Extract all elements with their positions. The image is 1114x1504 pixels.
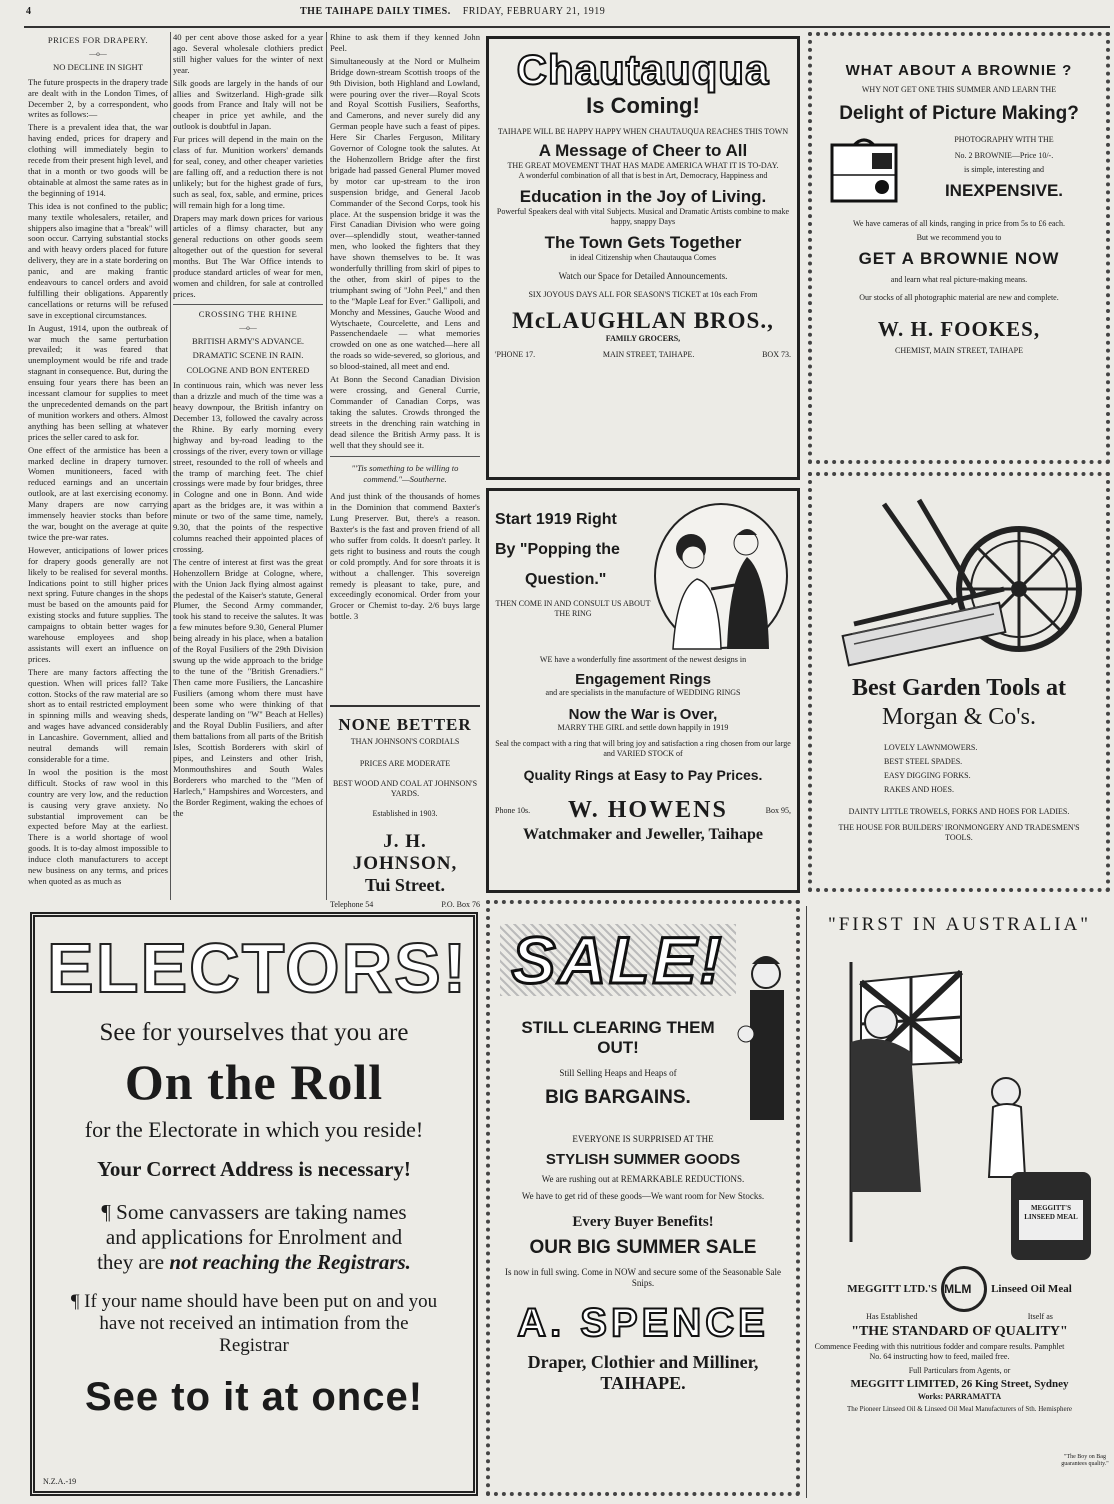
ad-code: N.Z.A.-19 — [43, 1477, 77, 1486]
couple-illustration-icon — [651, 501, 791, 651]
ad-phone: Phone 10s. — [495, 805, 531, 815]
ad-text: ¶ If your name should have been put on and you have not received an intimation from the Registrar — [70, 1291, 438, 1356]
paragraph: One effect of the armistice has been a marked decline in drapery turnover. Women munitioneers, faced with reduced earnings and an uncertain outlook, are at last exercising economy. Many drapers are now carrying immensely heavier stocks than before the war, bought on the average at quite twice the pre-war rates. — [28, 444, 168, 542]
ad-address: MEGGITT LIMITED, 26 King Street, Sydney — [850, 1378, 1069, 1390]
list-item: EASY DIGGING FORKS. — [884, 771, 971, 780]
ad-heading: BIG BARGAINS. — [545, 1087, 691, 1108]
paragraph: 40 per cent above those asked for a year ago. Several wholesale clothiers predict still higher values for the winter of next year. — [173, 32, 323, 75]
ad-text: Our stocks of all photographic material are new and complete. — [859, 293, 1059, 302]
ad-box: BOX 73. — [762, 350, 791, 359]
ad-text: DAINTY LITTLE TROWELS, FORKS AND HOES FOR LADIES. — [848, 807, 1070, 816]
ad-heading: Now the War is Over, — [568, 706, 718, 723]
ad-johnson-cordials — [330, 705, 480, 909]
masthead-rule — [24, 26, 1110, 28]
paragraph: In August, 1914, upon the outbreak of war much the same perturbation prevailed; it was feared that unemployment would be rife and trade stagnant in consequence. But, during the ensuing four years there has been an incessant clamour for supplies to meet the unprecedented demands on the part of munition workers and others. Almost anything has been selling at whatever prices the seller cared to ask for. — [28, 322, 168, 442]
list-item: RAKES AND HOES. — [884, 785, 955, 794]
ad-heading: Education in the Joy of Living. — [519, 187, 767, 206]
ad-heading: On the Roll — [124, 1054, 384, 1110]
ad-text: No. 2 BROWNIE—Price 10/-. — [954, 151, 1054, 160]
ad-text: WE have a wonderfully fine assortment of the newest designs in — [539, 655, 747, 664]
ad-text: EVERYONE IS SURPRISED AT THE — [572, 1134, 714, 1144]
ad-heading: STILL CLEARING THEM OUT! — [521, 1018, 715, 1057]
ad-text: The Pioneer Linseed Oil & Linseed Oil Meal Manufacturers of Sth. Hemisphere — [846, 1405, 1073, 1413]
ad-text: PRICES ARE MODERATE — [359, 759, 451, 768]
article-subhead: COLOGNE AND BON ENTERED — [186, 365, 310, 376]
ad-heading: OUR BIG SUMMER SALE — [529, 1237, 757, 1258]
ad-spence-sale — [486, 900, 800, 1496]
ad-text: Works: PARRAMATTA — [917, 1392, 1002, 1401]
ad-firm-name: W. H. FOOKES, — [877, 317, 1041, 341]
list-item: LOVELY LAWNMOWERS. — [884, 743, 978, 752]
ad-text: Full Particulars from Agents, or — [908, 1366, 1011, 1375]
paper-title: THE TAIHAPE DAILY TIMES. — [300, 6, 451, 17]
ad-text: Established in 1903. — [372, 809, 438, 818]
ad-emphasis: not reaching the Registrars. — [169, 1250, 411, 1274]
ad-heading: Engagement Rings — [575, 671, 711, 688]
ad-text: TAIHAPE WILL BE HAPPY HAPPY WHEN CHAUTAUQUA REACHES THIS TOWN — [497, 127, 789, 136]
ad-text: THAN JOHNSON'S CORDIALS — [350, 737, 460, 746]
paragraph: Rhine to ask them if they kenned John Peel. — [330, 32, 480, 53]
ad-electors — [30, 912, 478, 1496]
ad-subheadline: Is Coming! — [586, 93, 700, 118]
ad-text: Your Correct Address is necessary! — [97, 1157, 411, 1181]
ad-firm-name: J. H. JOHNSON, — [352, 831, 458, 874]
ad-text: MARRY THE GIRL and settle down happily in 1919 — [557, 723, 729, 732]
article-subhead: DRAMATIC SCENE IN RAIN. — [192, 350, 304, 361]
ad-box: Box 95, — [765, 805, 791, 815]
ad-phone: Telephone 54 — [330, 900, 374, 909]
ad-text: in ideal Citizenship when Chautauqua Comes — [570, 253, 716, 262]
ad-text: THE GREAT MOVEMENT THAT HAS MADE AMERICA WHAT IT IS TO-DAY. — [507, 161, 779, 170]
ad-headline: Morgan & Co's. — [882, 704, 1036, 730]
ad-side-note: "The Boy on Bag guarantees quality." — [1061, 1454, 1109, 1467]
ad-text: and are specialists in the manufacture of WEDDING RINGS — [545, 688, 741, 697]
ad-text: We are rushing out at REMARKABLE REDUCTIONS. — [541, 1174, 745, 1184]
article-subhead: BRITISH ARMY'S ADVANCE. — [192, 335, 304, 346]
ad-text: for the Electorate in which you reside! — [84, 1117, 424, 1142]
article-crossing-the-rhine: 40 per cent above those asked for a year ago. Several wholesale clothiers predict still higher values for the winter of next year. Silk goods are largely in the hands of our allies and Switzerland. High-grade silk goods from France and Italy will not be cheaper in price yet awhile, and the outlook is doubtful in Japan. Fur prices will depend in the main on the class of fur. Munition workers' demands for seal, coney, and other cheaper varieties are falling off, and a reduction there is not unlikely; but for the highest grade of furs, such as seal, fox, sable, and ermine, prices will remain high for a long time. Drapers may mark down prices for various articles of a flimsy character, but any general reductions on other goods seem altogether out of the question for several months. But The War Office intends to produce standard articles of wear for men, women and children, for sale at controlled prices. CROSSING THE RHINE —o— BRITISH ARMY'S ADVANCE. DRAMATIC SCENE IN RAIN. COLOGNE AND BON ENTERED In continuous rain, which was never less than a drizzle and much of the time was a heavy downpour, the British infantry on December 13, followed the cavalry across the Rhine. By early morning every highway and by-road leading to the crossings of the river, every town or village street, resounded to the roll of wheels and the tramp of marching feet. The chief crossings were made by four bridges, three in Cologne and one in Bonn. And wide apart as the bridges are, it was within a minute or two of the same time, namely, 9.30, that the points of the respective columns reached their appointed places of crossing. The centre of interest at first was the great Hohenzollern Bridge at Cologne, where, with the Union Jack flying almost against the pedestal of the Kaiser's statute, General Plumer, the Second Army commander, took his stand to receive the salutes. It was a few minutes before 9.30, General Plumer being already in his place, when a batalion of the Royal Fusiliers of the 29th Division swung up the wide approach to the bridge to the tune of the "British Grenadiers." Then came more Fusiliers, the Lancashire Fusiliers (among whom there must have been some who were thinking of that desperate landing on "W" Beach at Helles) and the Royal Dublin Fusiliers, and after them battalions from all parts of the British Isles, Scottish Borderers with skirl of pipes, and Leinsters and other Irish, Monmouthshires and South Wales Borderers who marched to the "Men of Harlech," Hampshires and Worcesters, and the Border Regiment, waking the echoes of the — [173, 32, 323, 818]
ad-headline: By "Popping the — [495, 541, 620, 558]
ad-text: Still Selling Heaps and Heaps of — [559, 1068, 677, 1078]
article-prices-for-drapery: PRICES FOR DRAPERY. —o— NO DECLINE IN SIGHT The future prospects in the drapery trade are dealt with in the London Times, of December 2, by a correspondent, who writes as follows:— There is a prevalent idea that, the war having ended, prices for drapery and clothing will immediately begin to recede from their present high level, and that in a month or two goods will be obtainable at almost the same rates as in the beginning of 1914. This idea is not confined to the public; many textile wholesalers, retailer, and shippers also imagine that a "break" will soon occur. Carrying substantial stocks and with heavy orders placed for future delivery, they are in a state bordering on panic, and are making frantic endeavours to cancel orders and avoid fulfilling their obligations. Apparently cancellations or returns will be refused save in exceptional circumstances. In August, 1914, upon the outbreak of war much the same perturbation prevailed; it was feared that unemployment would be rife and trade stagnant in consequence. But, during the ensuing four years there has been an incessant clamour for supplies to meet the unprecedented demands on the part of munition workers and others. Almost anything has been selling at whatever prices the seller cared to ask for. One effect of the armistice has been a marked decline in drapery turnover. Women munitioneers, faced with reduced earnings and an uncertain outlook, are at last exercising economy. Many drapers are now carrying immensely heavier stocks than before the war, bought on the average at quite twice the pre-war rates. However, anticipations of lower prices for drapery goods generally are not likely to be realised for several months. Indications point to still higher prices next spring. Future changes in the shops must be based on the amounts paid for existing stocks and future supplies. The campaigns to obtain better wages for warehouse employees and shop assistants will exert an influence on prices. There are many factors affecting the question. When will prices fall? Take cotton. Stocks of the raw material are so short as to entail restricted employment in spinning mills and weaving sheds, and wages have advanced considerably in Lancashire. Government, allied and neutral demands will remain considerable for a time. In wool the position is the most difficult. Stocks of raw wool in this country are very low, and the reduction is causing very grave anxiety. No substantial improvement can be expected before May at the earliest. There is a world shortage of wool goods. It is to-day almost impossible to induce cloth manufacturers to accept new business on any terms, and prices when quoted as as much as — [28, 35, 168, 886]
ad-text: A wonderful combination of all that is best in Art, Democracy, Happiness and — [518, 171, 768, 180]
paragraph: In wool the position is the most difficult. Stocks of raw wool in this country are very low, and the reduction is causing very grave anxiety. No substantial improvement can be expected before May at the earliest. There is a world shortage of wool goods. It is to-day almost impossible to induce cloth manufacturers to accept new business on any terms, and prices when quoted as as much as — [28, 766, 168, 886]
masthead — [0, 0, 1114, 24]
ad-heading: See to it at once! — [84, 1375, 424, 1419]
issue-date: FRIDAY, FEBRUARY 21, 1919 — [462, 6, 606, 17]
page-number: 4 — [26, 6, 31, 17]
ad-text: See for yourselves that you are — [99, 1019, 409, 1046]
ad-text: Powerful Speakers deal with vital Subjects. Musical and Dramatic Artists combine to make happy, snappy Days — [496, 207, 790, 226]
ad-firm-name: McLAUGHLAN BROS., — [512, 308, 774, 333]
ad-meggitt-linseed — [806, 906, 1112, 1498]
paragraph: There are many factors affecting the question. When will prices fall? Take cotton. Stocks of the raw material are so short as to entail restricted employment in spinning mills and weaving sheds, and wages have advanced considerably in Lancashire. Government, allied and neutral demands will remain considerable for a time. — [28, 666, 168, 764]
ad-text: But we recommend you to — [916, 233, 1002, 242]
ad-text: Has Established — [866, 1312, 918, 1321]
baxter-quote: "'Tis something to be willing to commend."—Southerne. — [351, 463, 459, 485]
ad-address: Tui Street. — [364, 875, 445, 895]
ad-heading: STYLISH SUMMER GOODS — [545, 1151, 741, 1168]
ad-heading: Quality Rings at Easy to Pay Prices. — [523, 767, 763, 783]
ad-morgan-garden-tools — [808, 472, 1110, 892]
ad-firm-name: A. SPENCE — [517, 1301, 769, 1345]
ad-heading: GET A BROWNIE NOW — [858, 249, 1060, 268]
ad-heading: Every Buyer Benefits! — [572, 1214, 714, 1230]
ad-headline: Chautauqua — [516, 46, 770, 93]
ad-text: SIX JOYOUS DAYS ALL FOR SEASON'S TICKET at 10s each From — [528, 290, 758, 299]
ad-heading: INEXPENSIVE. — [944, 181, 1064, 200]
ad-text: is simple, interesting and — [964, 165, 1044, 174]
bag-label: MEGGITT'S LINSEED MEAL — [1024, 1204, 1078, 1221]
ad-headline: Start 1919 Right — [495, 511, 617, 528]
ad-headline: "FIRST IN AUSTRALIA" — [827, 914, 1092, 935]
ad-brownie — [808, 32, 1110, 464]
ad-address: TAIHAPE. — [600, 1373, 686, 1393]
ad-phone: 'PHONE 17. — [495, 350, 536, 359]
ad-trade: Watchmaker and Jeweller, Taihape — [522, 826, 764, 843]
article-subtitle: NO DECLINE IN SIGHT — [53, 61, 143, 72]
ad-headline: WHAT ABOUT A BROWNIE ? — [845, 62, 1073, 79]
ad-headline: SALE! — [500, 924, 736, 996]
ad-headline: ELECTORS! — [47, 929, 469, 1007]
paragraph: Simultaneously at the Nord or Mulheim Bridge down-stream Scottish troops of the 9th Division, both Highland and Lowland, were pouring over the river—Royal Scots and Royal Scottish Fusiliers, Seaforths, and Camerons, and never surely did any German people have such a feast of pipes. Here Sir Charles Ferguson, Military Governor of Cologne took the salutes. At the Hohenzollern Bridge after the first brigade had passed General Plumer moved by motor car up-stream to the iron suspension bridge, and General Jacob Commander of the Second Corps, took his place. At the suspension bridge it was the First Canadian Division who were going over—splendidly stout, weather-tanned men, who looked the fighters that they have shown themselves to be. It was wonderfully thrilling from skirl of pipes to the other, from skirl of pipes to the triumphant swing of "John Peel," and then to the "Maple Leaf for Ever." Gallipoli, and Monchy and Messines, Gauche Wood and Wytschaete, Courcelette, and Lens and Passenchendaele — what memories crowded on one as one watched—here all the roads so wide-severed, so glorious, and so blood-stained, all meet and end. — [330, 55, 480, 372]
paragraph: There is a prevalent idea that, the war having ended, prices for drapery and clothing will immediately begin to recede from their present high level, and that in a month or two goods will be obtainable at almost the same rates as in the beginning of 1914. — [28, 122, 168, 198]
ad-box: P.O. Box 76 — [441, 900, 480, 909]
article-title: PRICES FOR DRAPERY. — [47, 35, 149, 45]
ad-text: FAMILY GROCERS, — [605, 334, 681, 343]
paragraph: At Bonn the Second Canadian Division were crossing, and General Currie, Commander of Canadian Corps, was taking the salutes. Crowds thronged the streets in the drenching rain watching in dead silence the British Army pass. It is well that they should see it. — [330, 374, 480, 450]
ad-product: Linseed Oil Meal — [991, 1283, 1072, 1295]
ad-text: THE HOUSE FOR BUILDERS' IRONMONGERY AND TRADESMEN'S TOOLS. — [838, 823, 1080, 842]
ad-trade: Draper, Clothier and Milliner, — [527, 1352, 759, 1372]
article-rhine-continued — [330, 32, 480, 692]
mlm-logo-icon: MLM — [941, 1266, 987, 1312]
ad-howens-rings — [486, 488, 800, 893]
ad-text: Itself as — [1027, 1312, 1053, 1321]
column-rule — [326, 32, 327, 900]
article-title: CROSSING THE RHINE — [198, 308, 298, 319]
paragraph: Silk goods are largely in the hands of our allies and Switzerland. High-grade silk goods from France and Italy will not be cheaper in price yet awhile, and the outlook is doubtful in Japan. — [173, 77, 323, 132]
paragraph: Fur prices will depend in the main on the class of fur. Munition workers' demands for seal, coney, and other cheaper varieties are falling off, and a reduction there is not unlikely; but for the highest grade of furs, such as seal, fox, sable, and ermine, prices will remain high for a long time. — [173, 134, 323, 210]
ad-text: Watch our Space for Detailed Announcements. — [558, 271, 728, 281]
ad-heading: Delight of Picture Making? — [839, 103, 1079, 124]
paragraph: Drapers may mark down prices for various articles of a flimsy character, but any general reductions on other goods seem altogether out of the question for several months. But The War Office intends to produce standard articles of wear for men, women and children, for sale at controlled prices. — [173, 212, 323, 299]
paragraph: The centre of interest at first was the great Hohenzollern Bridge at Cologne, where, with the Union Jack flying almost against the pedestal of the Kaiser's statute, General Plumer, the Second Army commander, took his stand to receive the salutes. It was a few minutes before 9.30, General Plumer being already in his place, when a batalion of the Royal Fusiliers of the 29th Division swung up the wide approach to the bridge to the tune of the "British Grenadiers." Then came more Fusiliers, the Lancashire Fusiliers (among whom there must have been some who were thinking of that desperate landing on "W" Beach at Helles) and the Royal Dublin Fusiliers, and after them battalions from all parts of the British Isles, Scottish Borderers with skirl of pipes, and Leinsters and other Irish, Monmouthshires and South Wales Borderers who marched to the "Men of Harlech," Hampshires and Worcesters, and the Border Regiment, waking the echoes of the — [173, 556, 323, 818]
ad-heading: The Town Gets Together — [544, 233, 742, 252]
paragraph: In continuous rain, which was never less than a drizzle and much of the time was a heavy downpour, the British infantry on December 13, followed the cavalry across the Rhine. By early morning every highway and by-road leading to the crossings of the river, every town or village street, resounded to the roll of wheels and the tramp of marching feet. The chief crossings were made by four bridges, three in Cologne and one in Bonn. And wide apart as the bridges are, it was within a minute or two of the same time, namely, 9.30, that the points of the respective columns reached their appointed places of crossing. — [173, 380, 323, 554]
lawnmower-icon — [824, 494, 1094, 669]
ad-text: ¶ Some canvassers are taking names and applications for Enrolment and they are — [97, 1200, 407, 1274]
ad-chautauqua — [486, 36, 800, 480]
list-item: BEST STEEL SPADES. — [884, 757, 963, 766]
ad-text: Is now in full swing. Come in NOW and secure some of the Seasonable Sale Snips. — [504, 1267, 782, 1288]
ad-text: BEST WOOD AND COAL AT JOHNSON'S YARDS. — [332, 779, 478, 798]
ad-firm-name: W. HOWENS — [567, 797, 728, 823]
ad-text: and learn what real picture-making means. — [890, 275, 1028, 284]
ad-headline: Question." — [525, 571, 607, 588]
ad-text: Seal the compact with a ring that will bring joy and satisfaction a ring chosen from our large and VARIED STOCK of — [495, 739, 791, 758]
ad-text: Commence Feeding with this nutritious fodder and compare results. Pamphlet No. 64 instructing how to feed, mailed free. — [814, 1342, 1065, 1361]
herald-figure-icon — [736, 924, 786, 1124]
ad-text: We have to get rid of these goods—We want room for New Stocks. — [521, 1191, 765, 1201]
ad-heading: A Message of Cheer to All — [538, 141, 748, 160]
ad-text: PHOTOGRAPHY WITH THE — [954, 135, 1054, 144]
ad-text: THEN COME IN AND CONSULT US ABOUT THE RING — [495, 599, 651, 618]
ad-address: MAIN STREET, TAIHAPE. — [602, 350, 695, 359]
ad-headline: Best Garden Tools at — [851, 675, 1067, 701]
paragraph: The future prospects in the drapery trade are dealt with in the London Times, of December 2, by a correspondent, who writes as follows:— — [28, 76, 168, 120]
paragraph: This idea is not confined to the public; many textile wholesalers, retailer, and shippers also imagine that a "break" will soon occur. Carrying substantial stocks and with heavy orders placed for future delivery, they are in a state bordering on panic, and are making frantic endeavours to cancel orders and avoid fulfilling their obligations. Apparently cancellations or returns will be refused save in exceptional circumstances. — [28, 200, 168, 320]
camera-icon — [824, 131, 914, 211]
column-rule — [170, 32, 171, 900]
paragraph: And just think of the thousands of homes in the Dominion that commend Baxter's Lung Preserver. But, there's a reason. Baxter's is the fast and proven friend of all who suffer from colds. It doesn't parley. It gets right to business and routs the cough or cold promptly. And for sore throats it is without a challenger. This sovereign remedy is pleasant to take, pure, and exceedingly economical. Order from your Grocer or Chemist to-day. 2/6 buys large bottle. 3 — [330, 491, 480, 622]
ad-brand: MEGGITT LTD.'S — [847, 1283, 938, 1295]
ad-text: WHY NOT GET ONE THIS SUMMER AND LEARN THE — [861, 85, 1057, 94]
paragraph: However, anticipations of lower prices for drapery goods generally are not likely to be realised for several months. Indications point to still higher prices next spring. Future changes in the shops must be based on the amounts paid for existing stocks and future supplies. The campaigns to obtain better wages for warehouse employees and shop assistants will exert an influence on prices. — [28, 544, 168, 664]
ad-headline: NONE BETTER — [338, 715, 472, 734]
ad-address: CHEMIST, MAIN STREET, TAIHAPE — [894, 346, 1024, 355]
ad-text: We have cameras of all kinds, ranging in price from 5s to £6 each. — [853, 219, 1065, 228]
ad-heading: "THE STANDARD OF QUALITY" — [851, 1324, 1068, 1339]
